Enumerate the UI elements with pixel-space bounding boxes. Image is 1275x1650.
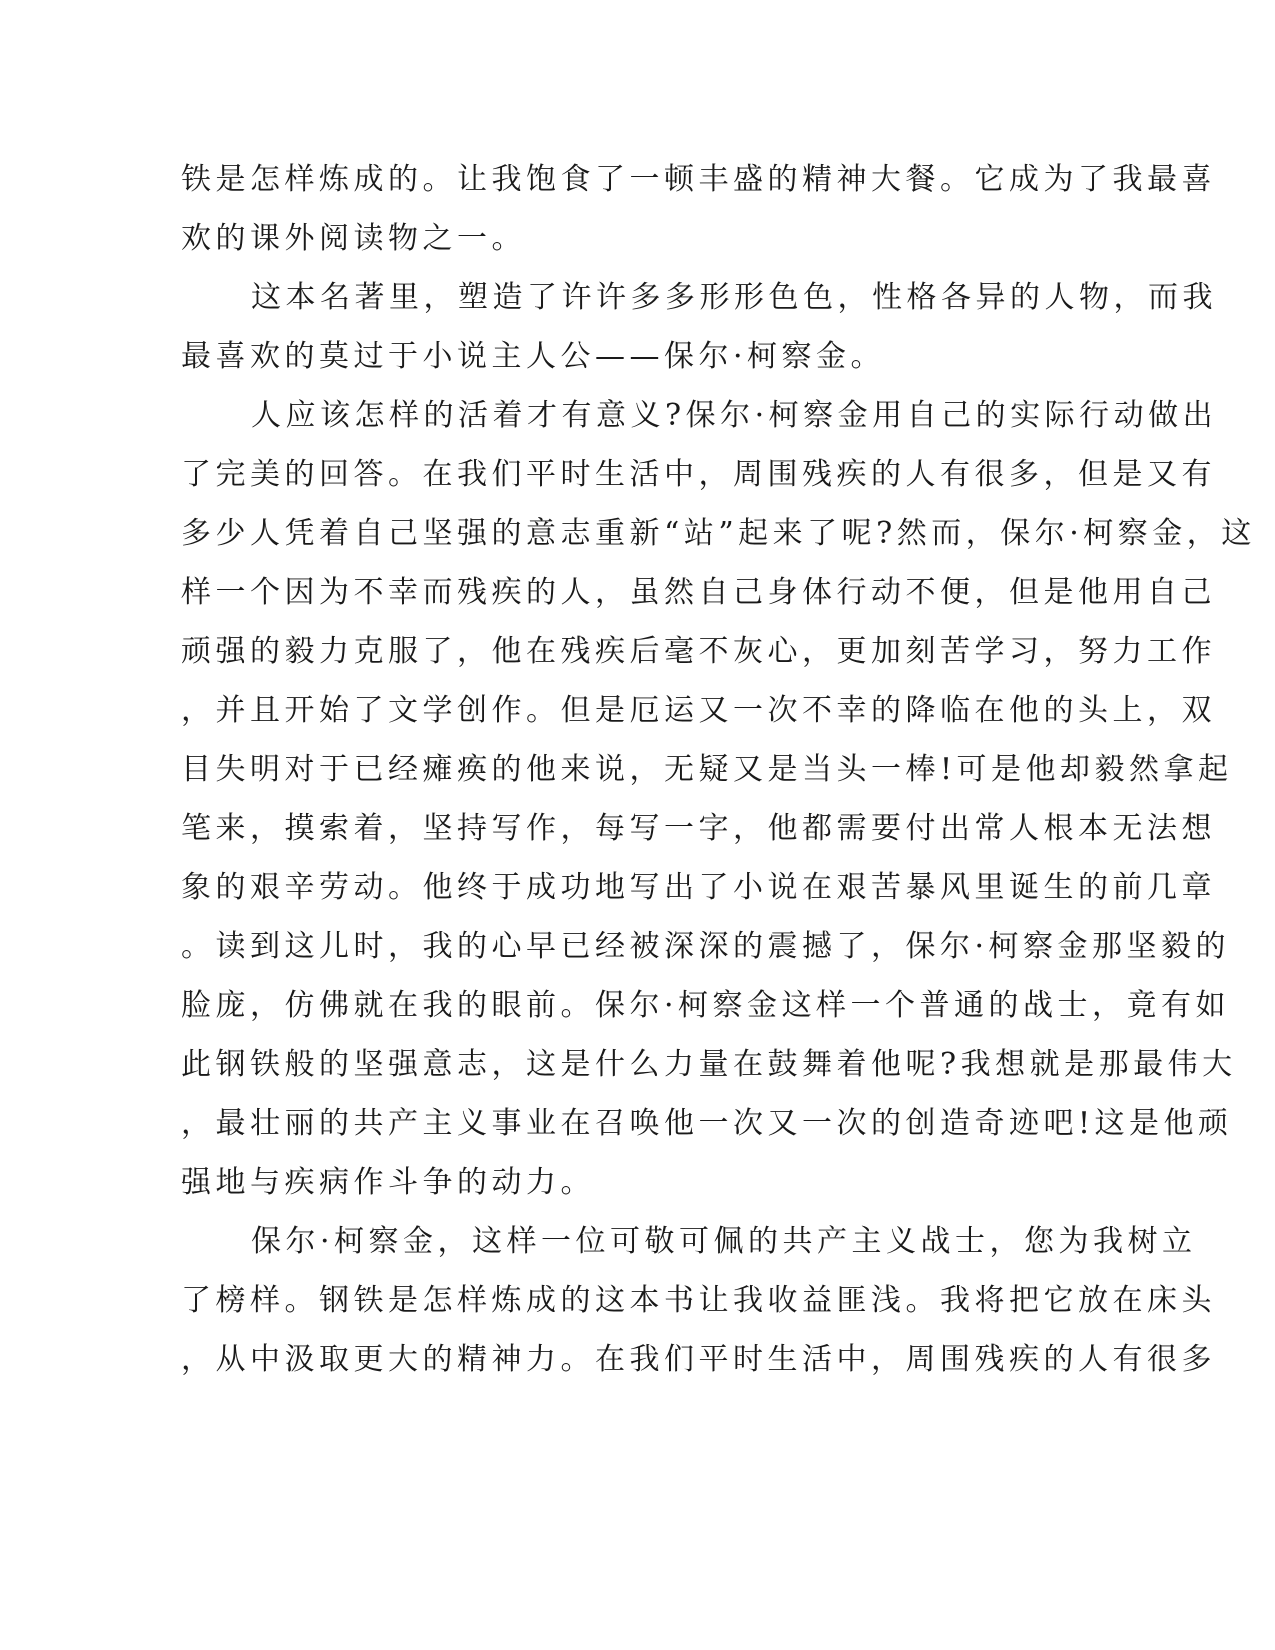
text-line: 象的艰辛劳动。他终于成功地写出了小说在艰苦暴风里诞生的前几章 xyxy=(181,870,1216,905)
text-line: 。读到这儿时，我的心早已经被深深的震撼了，保尔·柯察金那坚毅的 xyxy=(181,929,1231,964)
text-line: 顽强的毅力克服了，他在残疾后毫不灰心，更加刻苦学习，努力工作 xyxy=(181,634,1216,669)
text-line: 最喜欢的莫过于小说主人公——保尔·柯察金。 xyxy=(181,339,886,374)
text-line: 强地与疾病作斗争的动力。 xyxy=(181,1165,595,1200)
text-line: 欢的课外阅读物之一。 xyxy=(181,221,526,256)
text-line: ，从中汲取更大的精神力。在我们平时生活中，周围残疾的人有很多 xyxy=(181,1342,1216,1377)
text-line: 目失明对于已经瘫痪的他来说，无疑又是当头一棒!可是他却毅然拿起 xyxy=(181,752,1233,787)
text-line: 保尔·柯察金，这样一位可敬可佩的共产主义战士，您为我树立 xyxy=(251,1224,1197,1259)
text-line: 此钢铁般的坚强意志，这是什么力量在鼓舞着他呢?我想就是那最伟大 xyxy=(181,1047,1237,1082)
text-line: 了完美的回答。在我们平时生活中，周围残疾的人有很多，但是又有 xyxy=(181,457,1216,492)
text-line: 笔来，摸索着，坚持写作，每写一字，他都需要付出常人根本无法想 xyxy=(181,811,1216,846)
text-line: 人应该怎样的活着才有意义?保尔·柯察金用自己的实际行动做出 xyxy=(251,398,1218,433)
text-line: 这本名著里，塑造了许许多多形形色色，性格各异的人物，而我 xyxy=(251,280,1217,315)
text-line: 了榜样。钢铁是怎样炼成的这本书让我收益匪浅。我将把它放在床头 xyxy=(181,1283,1216,1318)
text-line: 多少人凭着自己坚强的意志重新“站”起来了呢?然而，保尔·柯察金，这 xyxy=(181,516,1256,551)
text-line: ，最壮丽的共产主义事业在召唤他一次又一次的创造奇迹吧!这是他顽 xyxy=(181,1106,1233,1141)
text-line: ，并且开始了文学创作。但是厄运又一次不幸的降临在他的头上，双 xyxy=(181,693,1216,728)
text-line: 脸庞，仿佛就在我的眼前。保尔·柯察金这样一个普通的战士，竟有如 xyxy=(181,988,1231,1023)
text-line: 样一个因为不幸而残疾的人，虽然自己身体行动不便，但是他用自己 xyxy=(181,575,1216,610)
text-line: 铁是怎样炼成的。让我饱食了一顿丰盛的精神大餐。它成为了我最喜 xyxy=(181,162,1216,197)
